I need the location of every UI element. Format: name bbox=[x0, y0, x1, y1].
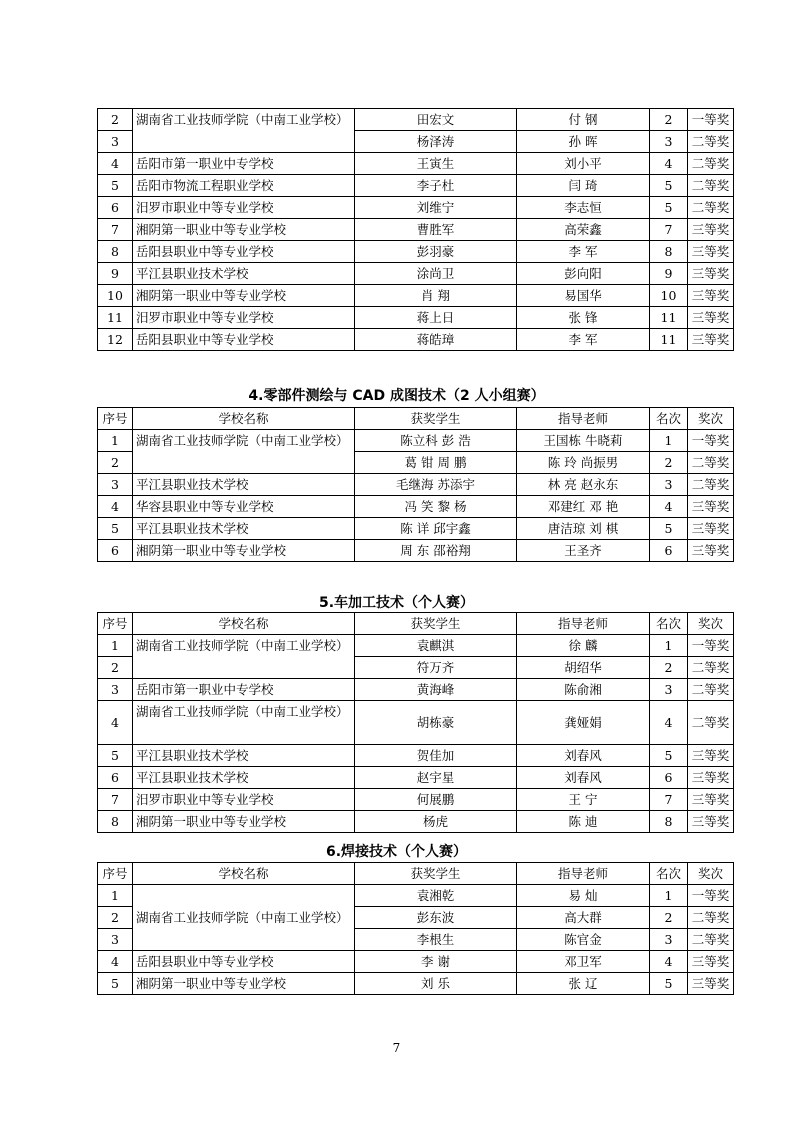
table-row bbox=[98, 430, 734, 452]
student-name: 贺佳加 bbox=[355, 745, 517, 767]
prize: 三等奖 bbox=[688, 811, 734, 833]
student-name: 杨虎 bbox=[355, 811, 517, 833]
rank-no: 12 bbox=[98, 329, 133, 351]
student-name: 李根生 bbox=[355, 929, 517, 951]
school-name: 岳阳县职业中等专业学校 bbox=[133, 951, 355, 973]
school-name: 平江县职业技术学校 bbox=[133, 263, 355, 285]
student-name: 胡栋豪 bbox=[355, 701, 517, 745]
prize: 二等奖 bbox=[688, 452, 734, 474]
prize: 二等奖 bbox=[688, 907, 734, 929]
table-row bbox=[98, 197, 734, 219]
teacher-name: 邓建红 邓 艳 bbox=[517, 496, 650, 518]
table-header-row bbox=[98, 863, 734, 885]
col-header-rank: 名次 bbox=[650, 408, 688, 430]
school-name: 汨罗市职业中等专业学校 bbox=[133, 197, 355, 219]
student-name: 袁湘乾 bbox=[355, 885, 517, 907]
school-name: 湖南省工业技师学院（中南工业学校） bbox=[133, 635, 355, 679]
student-name: 田宏文 bbox=[355, 109, 517, 131]
teacher-name: 张 锋 bbox=[517, 307, 650, 329]
table-row bbox=[98, 474, 734, 496]
rank-no: 6 bbox=[98, 197, 133, 219]
table-row bbox=[98, 745, 734, 767]
teacher-name: 刘春风 bbox=[517, 767, 650, 789]
table-row bbox=[98, 701, 734, 745]
school-name: 岳阳市物流工程职业学校 bbox=[133, 175, 355, 197]
rank-no: 3 bbox=[98, 679, 133, 701]
table-row bbox=[98, 285, 734, 307]
table-row bbox=[98, 241, 734, 263]
school-name: 岳阳市第一职业中专学校 bbox=[133, 153, 355, 175]
rank-no: 8 bbox=[98, 241, 133, 263]
rank: 5 bbox=[650, 518, 688, 540]
rank-no: 5 bbox=[98, 745, 133, 767]
school-name: 华容县职业中等专业学校 bbox=[133, 496, 355, 518]
rank: 3 bbox=[650, 929, 688, 951]
teacher-name: 陈 玲 尚振男 bbox=[517, 452, 650, 474]
table-header-row bbox=[98, 408, 734, 430]
rank: 1 bbox=[650, 430, 688, 452]
rank: 6 bbox=[650, 540, 688, 562]
school-name: 平江县职业技术学校 bbox=[133, 518, 355, 540]
prize: 三等奖 bbox=[688, 307, 734, 329]
prize: 一等奖 bbox=[688, 430, 734, 452]
student-name: 李 谢 bbox=[355, 951, 517, 973]
student-name: 赵宇星 bbox=[355, 767, 517, 789]
rank: 5 bbox=[650, 973, 688, 995]
rank: 5 bbox=[650, 175, 688, 197]
col-header-rank: 名次 bbox=[650, 863, 688, 885]
teacher-name: 李志恒 bbox=[517, 197, 650, 219]
teacher-name: 付 钢 bbox=[517, 109, 650, 131]
teacher-name: 胡绍华 bbox=[517, 657, 650, 679]
table-row bbox=[98, 767, 734, 789]
rank: 1 bbox=[650, 885, 688, 907]
table-row bbox=[98, 635, 734, 657]
col-header-school: 学校名称 bbox=[133, 863, 355, 885]
school-name: 岳阳县职业中等专业学校 bbox=[133, 241, 355, 263]
rank: 2 bbox=[650, 907, 688, 929]
teacher-name: 李 军 bbox=[517, 241, 650, 263]
teacher-name: 王 宁 bbox=[517, 789, 650, 811]
school-name: 平江县职业技术学校 bbox=[133, 474, 355, 496]
teacher-name: 刘小平 bbox=[517, 153, 650, 175]
rank: 9 bbox=[650, 263, 688, 285]
col-header-prize: 奖次 bbox=[688, 408, 734, 430]
teacher-name: 闫 琦 bbox=[517, 175, 650, 197]
table-row bbox=[98, 811, 734, 833]
rank: 11 bbox=[650, 307, 688, 329]
rank: 11 bbox=[650, 329, 688, 351]
rank: 3 bbox=[650, 679, 688, 701]
prize: 二等奖 bbox=[688, 197, 734, 219]
student-name: 黄海峰 bbox=[355, 679, 517, 701]
rank-no: 7 bbox=[98, 219, 133, 241]
school-name: 湘阴第一职业中等专业学校 bbox=[133, 285, 355, 307]
school-name: 岳阳县职业中等专业学校 bbox=[133, 329, 355, 351]
rank: 4 bbox=[650, 701, 688, 745]
table-row bbox=[98, 153, 734, 175]
student-name: 葛 钳 周 鹏 bbox=[355, 452, 517, 474]
student-name: 何展鹏 bbox=[355, 789, 517, 811]
prize: 三等奖 bbox=[688, 219, 734, 241]
teacher-name: 王圣齐 bbox=[517, 540, 650, 562]
rank-no: 3 bbox=[98, 929, 133, 951]
school-name: 湖南省工业技师学院（中南工业学校） bbox=[133, 109, 355, 153]
col-header-teacher: 指导老师 bbox=[517, 863, 650, 885]
table-row bbox=[98, 496, 734, 518]
rank: 3 bbox=[650, 131, 688, 153]
rank-no: 1 bbox=[98, 430, 133, 452]
teacher-name: 易 灿 bbox=[517, 885, 650, 907]
table-row bbox=[98, 540, 734, 562]
rank: 1 bbox=[650, 635, 688, 657]
table-row bbox=[98, 679, 734, 701]
rank: 7 bbox=[650, 219, 688, 241]
teacher-name: 高大群 bbox=[517, 907, 650, 929]
rank: 7 bbox=[650, 789, 688, 811]
rank-no: 1 bbox=[98, 885, 133, 907]
school-name: 平江县职业技术学校 bbox=[133, 767, 355, 789]
teacher-name: 陈官金 bbox=[517, 929, 650, 951]
prize: 三等奖 bbox=[688, 496, 734, 518]
teacher-name: 高荣鑫 bbox=[517, 219, 650, 241]
rank: 4 bbox=[650, 153, 688, 175]
school-name: 湘阴第一职业中等专业学校 bbox=[133, 973, 355, 995]
student-name: 蒋皓璋 bbox=[355, 329, 517, 351]
student-name: 毛继海 苏添宇 bbox=[355, 474, 517, 496]
col-header-student: 获奖学生 bbox=[355, 863, 517, 885]
col-header-prize: 奖次 bbox=[688, 863, 734, 885]
rank: 2 bbox=[650, 657, 688, 679]
school-name: 汨罗市职业中等专业学校 bbox=[133, 307, 355, 329]
prize: 一等奖 bbox=[688, 885, 734, 907]
prize: 二等奖 bbox=[688, 679, 734, 701]
award-table-cad bbox=[97, 407, 734, 562]
rank-no: 3 bbox=[98, 131, 133, 153]
prize: 三等奖 bbox=[688, 973, 734, 995]
rank-no: 4 bbox=[98, 153, 133, 175]
school-name: 岳阳市第一职业中专学校 bbox=[133, 679, 355, 701]
rank-no: 6 bbox=[98, 540, 133, 562]
rank-no: 1 bbox=[98, 635, 133, 657]
col-header-no: 序号 bbox=[98, 863, 133, 885]
student-name: 彭羽豪 bbox=[355, 241, 517, 263]
student-name: 蒋上日 bbox=[355, 307, 517, 329]
rank: 10 bbox=[650, 285, 688, 307]
teacher-name: 易国华 bbox=[517, 285, 650, 307]
prize: 二等奖 bbox=[688, 175, 734, 197]
prize: 二等奖 bbox=[688, 153, 734, 175]
col-header-school: 学校名称 bbox=[133, 408, 355, 430]
student-name: 周 东 邵裕翔 bbox=[355, 540, 517, 562]
rank-no: 4 bbox=[98, 951, 133, 973]
table-row bbox=[98, 109, 734, 131]
rank: 5 bbox=[650, 745, 688, 767]
col-header-student: 获奖学生 bbox=[355, 613, 517, 635]
student-name: 王寅生 bbox=[355, 153, 517, 175]
prize: 二等奖 bbox=[688, 657, 734, 679]
rank: 8 bbox=[650, 811, 688, 833]
teacher-name: 陈俞湘 bbox=[517, 679, 650, 701]
prize: 三等奖 bbox=[688, 789, 734, 811]
teacher-name: 彭向阳 bbox=[517, 263, 650, 285]
rank-no: 8 bbox=[98, 811, 133, 833]
col-header-school: 学校名称 bbox=[133, 613, 355, 635]
rank-no: 10 bbox=[98, 285, 133, 307]
section-title: 4.零部件测绘与 CAD 成图技术（2 人小组赛） bbox=[248, 388, 545, 404]
table-row bbox=[98, 518, 734, 540]
student-name: 冯 笑 黎 杨 bbox=[355, 496, 517, 518]
rank-no: 2 bbox=[98, 109, 133, 131]
rank-no: 6 bbox=[98, 767, 133, 789]
page-number: 7 bbox=[392, 1041, 401, 1055]
student-name: 李子杜 bbox=[355, 175, 517, 197]
table-header-row bbox=[98, 613, 734, 635]
prize: 三等奖 bbox=[688, 285, 734, 307]
col-header-prize: 奖次 bbox=[688, 613, 734, 635]
rank-no: 2 bbox=[98, 657, 133, 679]
teacher-name: 徐 麟 bbox=[517, 635, 650, 657]
rank: 6 bbox=[650, 767, 688, 789]
table-row bbox=[98, 973, 734, 995]
teacher-name: 刘春风 bbox=[517, 745, 650, 767]
prize: 三等奖 bbox=[688, 767, 734, 789]
teacher-name: 孙 晖 bbox=[517, 131, 650, 153]
school-name: 湘阴第一职业中等专业学校 bbox=[133, 540, 355, 562]
student-name: 袁麒淇 bbox=[355, 635, 517, 657]
prize: 三等奖 bbox=[688, 263, 734, 285]
rank-no: 11 bbox=[98, 307, 133, 329]
prize: 三等奖 bbox=[688, 518, 734, 540]
teacher-name: 唐洁琼 刘 棋 bbox=[517, 518, 650, 540]
rank-no: 9 bbox=[98, 263, 133, 285]
school-name: 湘阴第一职业中等专业学校 bbox=[133, 811, 355, 833]
prize: 三等奖 bbox=[688, 745, 734, 767]
teacher-name: 王国栋 牛晓莉 bbox=[517, 430, 650, 452]
school-name: 湖南省工业技师学院（中南工业学校） bbox=[133, 885, 355, 951]
teacher-name: 龚娅娟 bbox=[517, 701, 650, 745]
rank: 3 bbox=[650, 474, 688, 496]
student-name: 涂尚卫 bbox=[355, 263, 517, 285]
award-table-continued bbox=[97, 108, 734, 351]
rank: 2 bbox=[650, 452, 688, 474]
teacher-name: 邓卫军 bbox=[517, 951, 650, 973]
table-row bbox=[98, 219, 734, 241]
col-header-rank: 名次 bbox=[650, 613, 688, 635]
section-title: 6.焊接技术（个人赛） bbox=[325, 844, 468, 860]
rank-no: 7 bbox=[98, 789, 133, 811]
prize: 二等奖 bbox=[688, 929, 734, 951]
col-header-teacher: 指导老师 bbox=[517, 408, 650, 430]
rank-no: 2 bbox=[98, 452, 133, 474]
col-header-teacher: 指导老师 bbox=[517, 613, 650, 635]
student-name: 曹胜军 bbox=[355, 219, 517, 241]
rank-no: 5 bbox=[98, 518, 133, 540]
rank: 4 bbox=[650, 496, 688, 518]
table-row bbox=[98, 789, 734, 811]
rank: 8 bbox=[650, 241, 688, 263]
section-title: 5.车加工技术（个人赛） bbox=[318, 595, 475, 611]
student-name: 彭东波 bbox=[355, 907, 517, 929]
student-name: 符万齐 bbox=[355, 657, 517, 679]
col-header-no: 序号 bbox=[98, 408, 133, 430]
col-header-no: 序号 bbox=[98, 613, 133, 635]
rank: 5 bbox=[650, 197, 688, 219]
prize: 三等奖 bbox=[688, 241, 734, 263]
award-table-welding bbox=[97, 862, 734, 995]
prize: 二等奖 bbox=[688, 701, 734, 745]
table-row bbox=[98, 307, 734, 329]
prize: 一等奖 bbox=[688, 635, 734, 657]
school-name: 湖南省工业技师学院（中南工业学校） bbox=[133, 701, 355, 745]
student-name: 陈 详 邱宇鑫 bbox=[355, 518, 517, 540]
table-row bbox=[98, 329, 734, 351]
teacher-name: 林 亮 赵永东 bbox=[517, 474, 650, 496]
prize: 二等奖 bbox=[688, 474, 734, 496]
teacher-name: 李 军 bbox=[517, 329, 650, 351]
award-table-turning bbox=[97, 612, 734, 833]
prize: 三等奖 bbox=[688, 540, 734, 562]
student-name: 刘 乐 bbox=[355, 973, 517, 995]
school-name: 汨罗市职业中等专业学校 bbox=[133, 789, 355, 811]
table-row bbox=[98, 175, 734, 197]
rank-no: 4 bbox=[98, 701, 133, 745]
rank-no: 3 bbox=[98, 474, 133, 496]
table-row bbox=[98, 263, 734, 285]
school-name: 湘阴第一职业中等专业学校 bbox=[133, 219, 355, 241]
table-row bbox=[98, 885, 734, 907]
prize: 一等奖 bbox=[688, 109, 734, 131]
rank: 4 bbox=[650, 951, 688, 973]
rank: 2 bbox=[650, 109, 688, 131]
student-name: 肖 翔 bbox=[355, 285, 517, 307]
student-name: 陈立科 彭 浩 bbox=[355, 430, 517, 452]
prize: 三等奖 bbox=[688, 951, 734, 973]
student-name: 刘维宁 bbox=[355, 197, 517, 219]
col-header-student: 获奖学生 bbox=[355, 408, 517, 430]
prize: 二等奖 bbox=[688, 131, 734, 153]
student-name: 杨泽涛 bbox=[355, 131, 517, 153]
school-name: 湖南省工业技师学院（中南工业学校） bbox=[133, 430, 355, 474]
rank-no: 2 bbox=[98, 907, 133, 929]
rank-no: 5 bbox=[98, 175, 133, 197]
teacher-name: 陈 迪 bbox=[517, 811, 650, 833]
teacher-name: 张 辽 bbox=[517, 973, 650, 995]
table-row bbox=[98, 951, 734, 973]
rank-no: 4 bbox=[98, 496, 133, 518]
prize: 三等奖 bbox=[688, 329, 734, 351]
school-name: 平江县职业技术学校 bbox=[133, 745, 355, 767]
rank-no: 5 bbox=[98, 973, 133, 995]
